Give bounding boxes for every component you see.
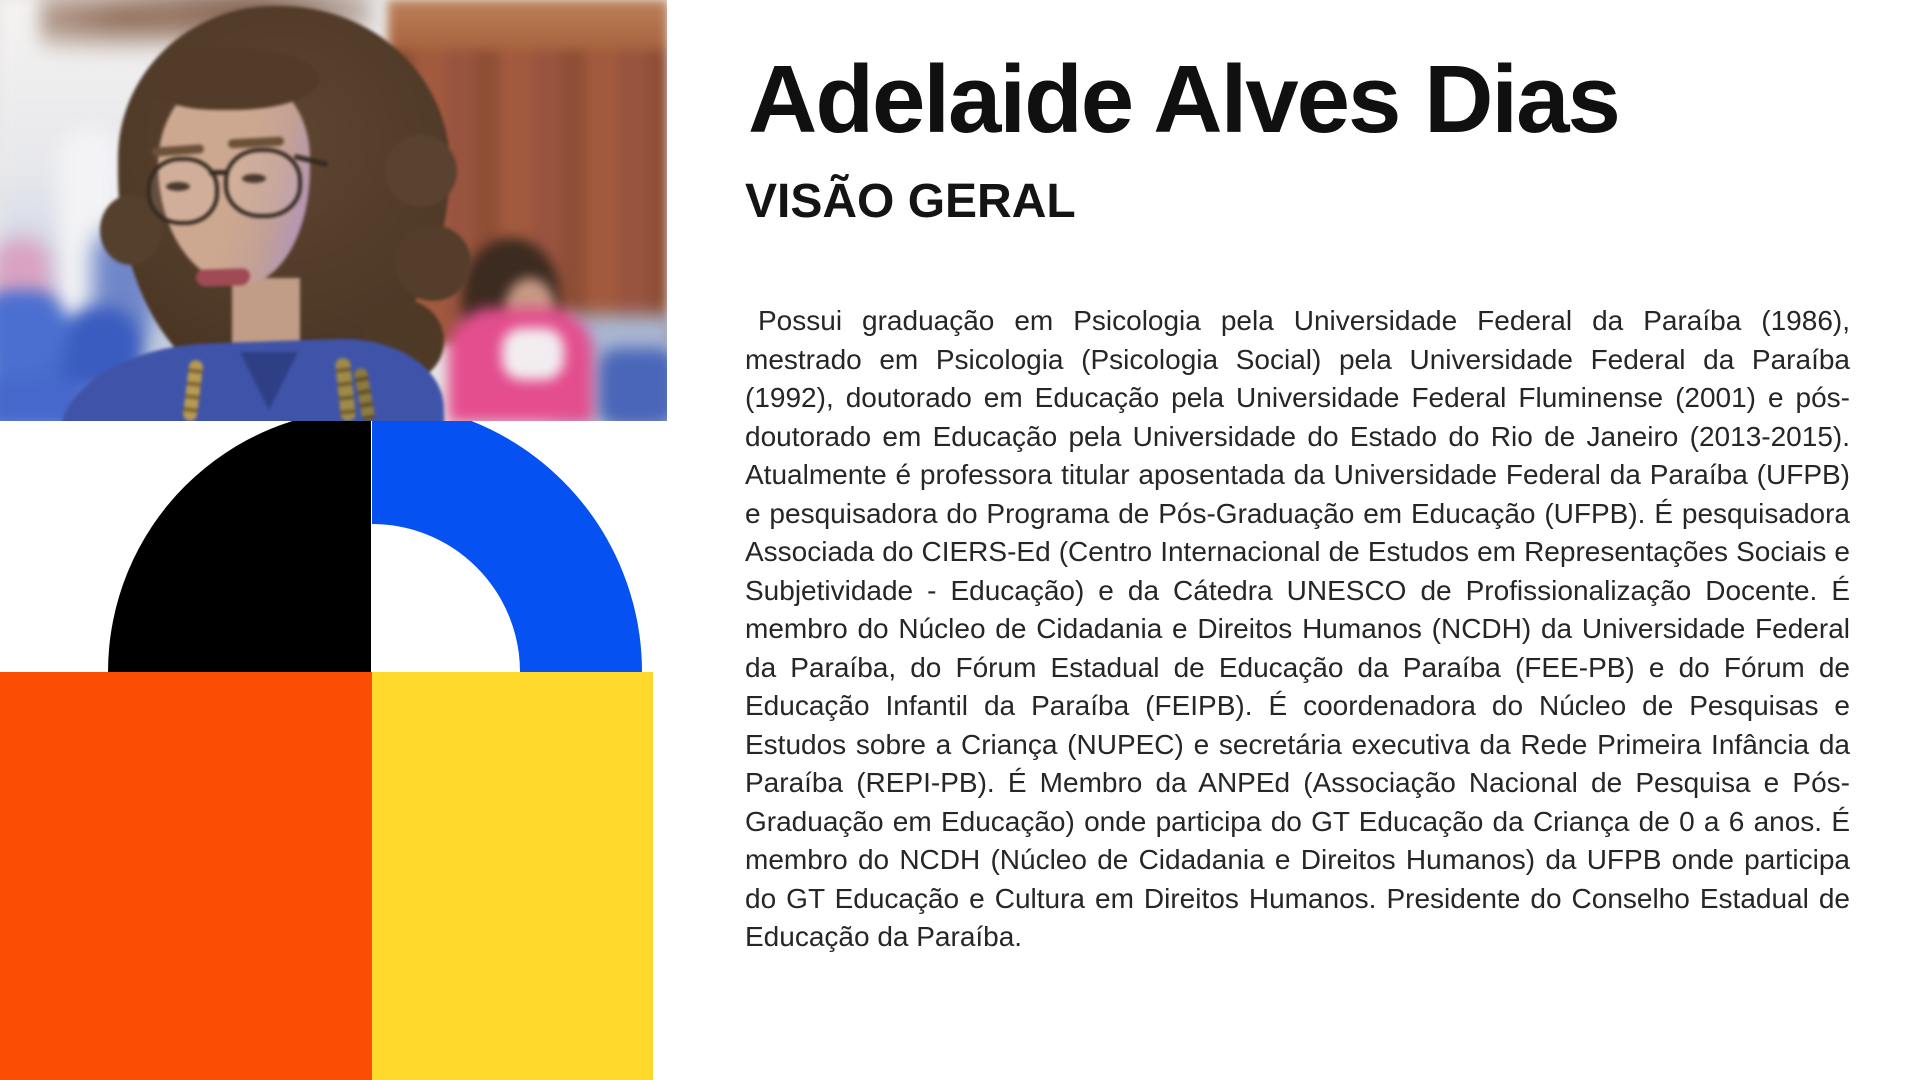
photo-woman-eye (242, 174, 266, 183)
blue-ring (372, 421, 642, 672)
photo-woman-glasses-bridge (209, 170, 227, 175)
photo-woman-hair-curl (385, 135, 457, 207)
photo-woman-lips (196, 268, 251, 287)
photo-woman (0, 0, 667, 421)
yellow-rectangle-shape (372, 672, 653, 1080)
profile-photo (0, 0, 667, 421)
page-title: Adelaide Alves Dias (748, 46, 1619, 153)
bio-section (745, 0, 1850, 1080)
bio-paragraph: Possui graduação em Psicologia pela Universidade Federal da Paraíba (1986), mestrado em Psicologia (Psicologia Social) pela Universidade Federal da Paraíba (1992), doutorado em Educação pela Universidade Federal Fluminense (2001) e pós-doutorado em Educação pela Universidade do Estado do Rio de Janeiro (2013-2015). Atualmente é professora titular aposentada da Universidade Federal da Paraíba (UFPB) e pesquisadora do Programa de Pós-Graduação em Educação (UFPB). É pesquisadora Associada do CIERS-Ed (Centro Internacional de Estudos em Representações Sociais e Subjetividade - Educação) e da Cátedra UNESCO de Profissionalização Docente. É membro do Núcleo de Cidadania e Direitos Humanos (NCDH) da Universidade Federal da Paraíba, do Fórum Estadual de Educação da Paraíba (FEE-PB) e do Fórum de Educação Infantil da Paraíba (FEIPB). É coordenadora do Núcleo de Pesquisas e Estudos sobre a Criança (NUPEC) e secretária executiva da Rede Primeira Infância da Paraíba (REPI-PB). É Membro da ANPEd (Associação Nacional de Pesquisa e Pós- Graduação em Educação) onde participa do GT Educação da Criança de 0 a 6 anos. É membro do NCDH (Núcleo de Cidadania e Direitos Humanos) da UFPB onde participa do GT Educação e Cultura em Direitos Humanos. Presidente do Conselho Estadual de Educação da Paraíba. (745, 305, 1850, 952)
photo-woman-eye (166, 182, 190, 191)
black-quarter-circle-shape (0, 421, 371, 672)
black-disc (108, 421, 371, 672)
orange-rectangle-shape (0, 672, 372, 1080)
photo-woman-hair-curl (395, 225, 471, 301)
photo-woman-glasses-lens (147, 157, 219, 225)
photo-woman-blue-top (57, 335, 445, 421)
blue-quarter-ring-shape (372, 421, 642, 672)
section-subtitle: VISÃO GERAL (745, 175, 1076, 228)
photo-woman-hair-fringe (148, 48, 320, 110)
photo-woman-glasses-lens (224, 148, 302, 218)
